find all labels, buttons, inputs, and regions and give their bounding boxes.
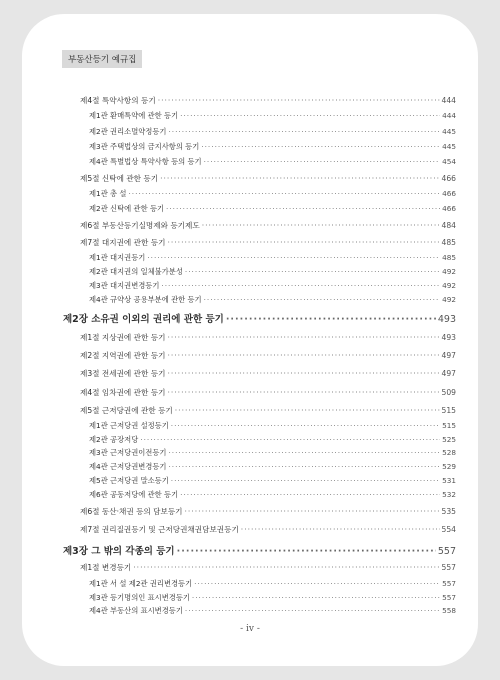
toc-entry-title: 제1관 대지권등기 <box>89 253 146 262</box>
toc-entry-title: 제4관 규약상 공용부분에 관한 등기 <box>89 295 202 304</box>
toc-entry-page: 532 <box>442 490 456 499</box>
toc-entry-title: 제2관 대지권의 일체불가분성 <box>89 267 183 276</box>
toc-entry-page: 484 <box>441 221 456 230</box>
dot-leader <box>201 142 440 151</box>
toc-entry-title: 제4관 부동산의 표시변경등기 <box>89 606 183 615</box>
toc-entry <box>80 332 456 343</box>
toc-entry-page: 557 <box>442 579 456 588</box>
toc-entry-title: 제1관 근저당권 설정등기 <box>89 421 169 430</box>
toc-entry <box>89 142 456 152</box>
toc-entry-page: 454 <box>442 157 456 166</box>
dot-leader <box>175 406 440 415</box>
dot-leader <box>202 221 440 230</box>
document-page <box>22 14 478 666</box>
dot-leader <box>161 281 440 290</box>
toc-entry-page: 492 <box>442 267 456 276</box>
dot-leader <box>171 421 440 430</box>
toc-entry-page: 466 <box>442 204 456 213</box>
page-number: - iv - <box>240 624 260 634</box>
dot-leader <box>226 314 436 325</box>
toc-entry-page: 485 <box>442 253 456 262</box>
toc-entry <box>89 593 456 603</box>
toc-entry-title: 제5절 신탁에 관한 등기 <box>80 174 159 183</box>
toc-entry-page: 492 <box>442 281 456 290</box>
toc-entry-page: 497 <box>441 351 456 360</box>
toc-entry-page: 535 <box>441 507 456 516</box>
dot-leader <box>185 267 440 276</box>
toc-entry-title: 제3관 등기명의인 표시변경등기 <box>89 593 190 602</box>
toc-entry-title: 제4절 특약사항의 등기 <box>80 96 156 105</box>
toc-entry-title: 제7절 대지권에 관한 등기 <box>80 238 166 247</box>
toc-entry <box>80 562 456 573</box>
dot-leader <box>167 333 439 342</box>
dot-leader <box>158 96 440 105</box>
toc-entry <box>80 405 456 416</box>
toc-entry-page: 557 <box>442 593 456 602</box>
dot-leader <box>177 546 436 557</box>
toc-entry-title: 제6절 동산·채권 등의 담보등기 <box>80 507 183 516</box>
toc-entry-title: 제2장 소유권 이외의 권리에 관한 등기 <box>63 314 224 325</box>
toc-entry-title: 제3장 그 밖의 각종의 등기 <box>63 546 175 557</box>
dot-leader <box>167 351 439 360</box>
toc-entry <box>80 524 456 535</box>
toc-entry-title: 제3관 주택법상의 금지사항의 등기 <box>89 142 200 151</box>
toc-entry-page: 485 <box>441 238 456 247</box>
toc-entry-title: 제1관 환매특약에 관한 등기 <box>89 111 179 120</box>
toc-entry-page: 444 <box>441 96 456 105</box>
dot-leader <box>180 490 440 499</box>
toc-entry-page: 445 <box>442 142 456 151</box>
toc-entry <box>89 253 456 263</box>
toc-entry-page: 529 <box>442 462 456 471</box>
toc-entry-page: 444 <box>442 111 456 120</box>
toc-entry <box>80 173 456 184</box>
toc-entry-page: 509 <box>441 388 456 397</box>
toc-entry-page: 493 <box>437 314 456 325</box>
toc-entry <box>89 606 456 616</box>
toc-entry-title: 제1관 서 설 제2관 권리변경등기 <box>89 579 193 588</box>
toc-entry-title: 제2관 권리소멸약정등기 <box>89 127 167 136</box>
toc-entry-page: 497 <box>441 369 456 378</box>
toc-entry <box>89 435 456 445</box>
toc-entry <box>89 579 456 589</box>
dot-leader <box>204 295 440 304</box>
dot-leader <box>167 388 439 397</box>
toc-entry <box>80 350 456 361</box>
toc-entry-title: 제1관 총 설 <box>89 189 127 198</box>
dot-leader <box>147 253 440 262</box>
toc-entry <box>89 448 456 458</box>
toc-entry <box>89 127 456 137</box>
toc-entry <box>80 237 456 248</box>
toc-entry-title: 제4관 특별법상 특약사항 등의 등기 <box>89 157 202 166</box>
dot-leader <box>168 127 440 136</box>
dot-leader <box>168 462 440 471</box>
toc-entry-title: 제6관 공동저당에 관한 등기 <box>89 490 179 499</box>
toc-entry <box>89 281 456 291</box>
toc-entry <box>80 220 456 231</box>
toc-entry-page: 528 <box>442 448 456 457</box>
toc-entry-title: 제5절 근저당권에 관한 등기 <box>80 406 173 415</box>
toc-entry-title: 제5관 근저당권 말소등기 <box>89 476 169 485</box>
toc-entry-title: 제3관 근저당권이전등기 <box>89 448 167 457</box>
running-header: 부동산등기 예규집 <box>62 50 142 68</box>
toc-entry <box>80 506 456 517</box>
toc-entry-title: 제1절 변경등기 <box>80 563 132 572</box>
dot-leader <box>166 204 440 213</box>
dot-leader <box>194 579 440 588</box>
toc-entry-page: 525 <box>442 435 456 444</box>
toc-entry-title: 제2절 지역권에 관한 등기 <box>80 351 166 360</box>
dot-leader <box>128 189 440 198</box>
toc-entry <box>89 462 456 472</box>
toc-entry <box>80 368 456 379</box>
dot-leader <box>133 563 439 572</box>
dot-leader <box>168 448 440 457</box>
toc-entry <box>89 476 456 486</box>
toc-entry-page: 515 <box>441 406 456 415</box>
dot-leader <box>241 525 440 534</box>
toc-entry-page: 557 <box>437 546 456 557</box>
toc-entry <box>63 543 456 557</box>
toc-entry <box>80 95 456 106</box>
toc-entry-page: 466 <box>442 189 456 198</box>
dot-leader <box>192 593 440 602</box>
toc-entry-page: 557 <box>441 563 456 572</box>
toc-entry-page: 492 <box>442 295 456 304</box>
toc-entry-page: 515 <box>442 421 456 430</box>
dot-leader <box>185 507 440 516</box>
toc-entry-title: 제6절 부동산등기실명제와 등기제도 <box>80 221 200 230</box>
toc-entry <box>80 387 456 398</box>
toc-entry <box>89 490 456 500</box>
toc-entry-title: 제4절 임차권에 관한 등기 <box>80 388 166 397</box>
toc-entry-page: 558 <box>442 606 456 615</box>
dot-leader <box>140 435 440 444</box>
toc-entry-page: 554 <box>441 525 456 534</box>
toc-entry-title: 제3관 대지권변경등기 <box>89 281 160 290</box>
dot-leader <box>160 174 439 183</box>
dot-leader <box>171 476 440 485</box>
toc-entry-title: 제2관 신탁에 관한 등기 <box>89 204 165 213</box>
dot-leader <box>167 369 439 378</box>
dot-leader <box>204 157 440 166</box>
toc-entry <box>89 157 456 167</box>
toc-entry-title: 제1절 지상권에 관한 등기 <box>80 333 166 342</box>
dot-leader <box>185 606 440 615</box>
toc-entry <box>89 189 456 199</box>
toc-entry-page: 445 <box>442 127 456 136</box>
toc-entry-page: 466 <box>441 174 456 183</box>
table-of-contents <box>22 14 478 666</box>
toc-entry <box>89 295 456 305</box>
toc-entry-title: 제7절 권리질권등기 및 근저당권채권담보권등기 <box>80 525 239 534</box>
dot-leader <box>167 238 439 247</box>
toc-entry <box>89 204 456 214</box>
toc-entry <box>89 111 456 121</box>
toc-entry-title: 제4관 근저당권변경등기 <box>89 462 167 471</box>
toc-entry-title: 제3절 전세권에 관한 등기 <box>80 369 166 378</box>
toc-entry-title: 제2관 공장저당 <box>89 435 139 444</box>
toc-entry <box>89 267 456 277</box>
dot-leader <box>180 111 440 120</box>
toc-entry-page: 493 <box>441 333 456 342</box>
toc-entry <box>89 421 456 431</box>
toc-entry <box>63 311 456 325</box>
toc-entry-page: 531 <box>442 476 456 485</box>
